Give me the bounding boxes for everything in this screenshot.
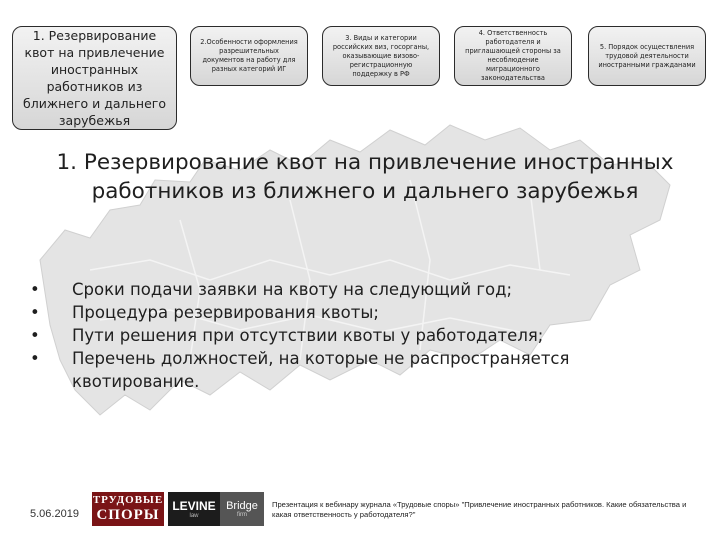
nav-tab-label: 4. Ответственность работодателя и приглашающей стороны за несоблюдение миграционного законодательства [465,29,561,82]
bullet-list [30,278,670,393]
levine-text: LEVINE [172,499,216,513]
nav-tab-label: 3. Виды и категории российских виз, госорганы, оказывающие визово-регистрационную поддержку в РФ [332,33,430,78]
list-item [30,278,670,301]
list-item [30,324,670,347]
bridge-text: Bridge [226,500,258,512]
logo-text-line1: ТРУДОВЫЕ [92,494,164,506]
slide-title: 1. Резервирование квот на привлечение иностранных работников из ближнего и дальнего зарубежья [56,150,674,204]
bridge-sub: firm [237,512,247,518]
bullet-marker: • [30,280,40,299]
bullet-marker: • [30,303,40,322]
levine-bridge-logo [168,492,264,526]
logo-text-line2: СПОРЫ [96,507,160,523]
nav-tab-label: 1. Резервирование квот на привлечение иностранных работников из ближнего и дальнего зарубежья [23,28,166,128]
list-item [30,301,670,324]
nav-tab-label: 2.Особенности оформления разрешительных документов на работу для разных категорий ИГ [200,38,298,73]
footer-note: Презентация к вебинару журнала «Трудовые споры» "Привлечение иностранных работников. Какие обязательства и какая ответственность у работодателя?" [272,500,687,519]
nav-tab-visa-types[interactable] [322,26,440,86]
trudovye-spory-logo [92,492,164,526]
nav-tab-label: 5. Порядок осуществления трудовой деятельности иностранными гражданами [598,42,696,69]
nav-tab-employer-liability[interactable] [454,26,572,86]
slide-date: 5.06.2019 [30,508,79,520]
list-item-text: Процедура резервирования квоты; [72,303,379,322]
nav-tab-quota-reservation[interactable] [12,26,177,130]
list-item-text: Сроки подачи заявки на квоту на следующий год; [72,280,513,299]
bridge-block [220,492,264,526]
list-item [30,347,670,393]
nav-tab-labor-activity[interactable] [588,26,706,86]
list-item-text: Пути решения при отсутствии квоты у работодателя; [72,326,544,345]
nav-tab-permit-documents[interactable] [190,26,308,86]
list-item-text: Перечень должностей, на которые не распространяется квотирование. [72,349,570,391]
levine-block [168,492,220,526]
bullet-marker: • [30,349,40,368]
levine-sub: law [189,513,199,519]
bullet-marker: • [30,326,40,345]
